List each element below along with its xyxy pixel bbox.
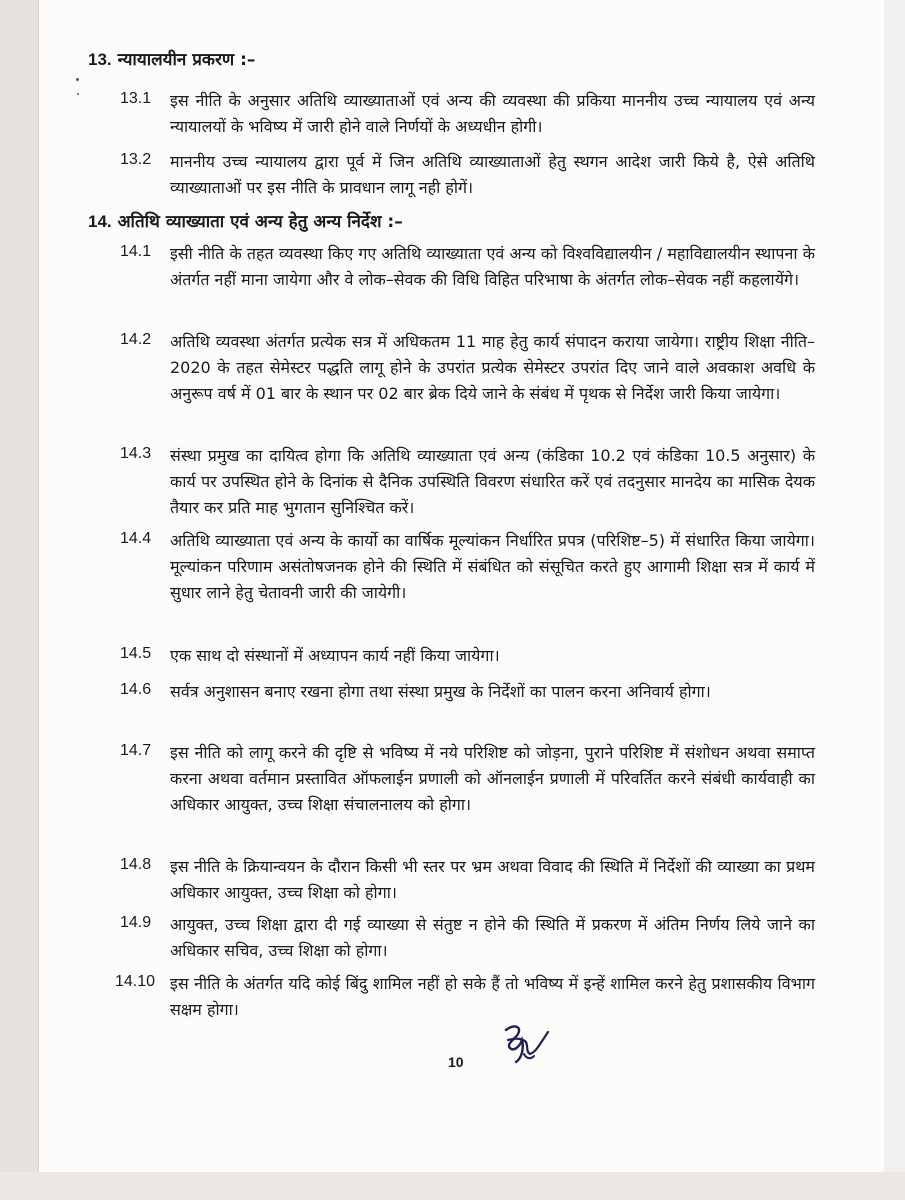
clause-text: आयुक्त, उच्च शिक्षा द्वारा दी गई व्याख्या से संतुष्ट न होने की स्थिति में प्रकरण में अंतिम निर्णय लिये जाने का अधिकार सचिव, उच्च शिक्षा को होगा। [170,915,815,960]
clause-text: अतिथि व्यवस्था अंतर्गत प्रत्येक सत्र में अधिकतम 11 माह हेतु कार्य संपादन कराया जायेगा। राष्ट्रीय शिक्षा नीति–2020 के तहत सेमेस्टर पद्धति लागू होने के उपरांत प्रत्येक सेमेस्टर उपरांत दिए जाने वाले अवकाश अवधि के अनुरूप वर्ष में 01 बार के स्थान पर 02 बार ब्रेक दिये जाने के संबंध में पृथक से निर्देश जारी किया जायेगा। [170,332,815,403]
clause-number: 14.9 [120,914,152,931]
clause-number: 14.1 [120,243,152,260]
clause-number: 13.1 [120,90,152,107]
clause-text: इस नीति के अंतर्गत यदि कोई बिंदु शामिल नहीं हो सके हैं तो भविष्य में इन्हें शामिल करने हेतु प्रशासकीय विभाग सक्षम होगा। [170,974,815,1019]
clause-number: 14.7 [120,742,152,759]
clause-text: एक साथ दो संस्थानों में अध्यापन कार्य नहीं किया जायेगा। [170,646,500,665]
page-number: 10 [448,1054,464,1070]
clause-number: 13.2 [120,151,152,168]
section-13-heading [88,47,255,70]
clause-text: संस्था प्रमुख का दायित्व होगा कि अतिथि व्याख्याता एवं अन्य (कंडिका 10.2 एवं कंडिका 10.5 अनुसार) के कार्य पर उपस्थित होने के दिनांक से दैनिक उपस्थिति विवरण संधारित करें एवं तदनुसार मानदेय का मासिक देयक तैयार कर प्रति माह भुगतान सुनिश्चित करें। [170,446,815,517]
handwritten-signature-icon [496,1018,556,1072]
scan-speck [76,78,79,81]
section-number: 13. [88,50,112,69]
clause-number: 14.4 [120,530,152,547]
page-bottom-shadow [0,1172,905,1200]
section-14-heading [88,209,403,232]
clause-number: 14.3 [120,445,152,462]
section-title: न्यायालयीन प्रकरण :– [117,50,256,70]
clause-number: 14.5 [120,645,152,662]
clause-text: माननीय उच्च न्यायालय द्वारा पूर्व में जिन अतिथि व्याख्याताओं हेतु स्थगन आदेश जारी किये है, ऐसे अतिथि व्याख्याताओं पर इस नीति के प्रावधान लागू नही होगें। [170,152,815,197]
clause-text: इस नीति को लागू करने की दृष्टि से भविष्य में नये परिशिष्ट को जोड़ना, पुराने परिशिष्ट में संशोधन अथवा समाप्त करना अथवा वर्तमान प्रस्तावित ऑफलाईन प्रणाली को ऑनलाईन प्रणाली में परिवर्तित करने संबंधी कार्यवाही का अधिकार आयुक्त, उच्च शिक्षा संचालनालय को होगा। [170,743,815,814]
scan-speck [77,93,79,95]
clause-number: 14.2 [120,331,152,348]
clause-text: अतिथि व्याख्याता एवं अन्य के कार्यो का वार्षिक मूल्यांकन निर्धारित प्रपत्र (परिशिष्ट–5) में संधारित किया जायेगा। मूल्यांकन परिणाम असंतोषजनक होने की स्थिति में संबंधित को संसूचित करते हुए आगामी शिक्षा सत्र में कार्य में सुधार लाने हेतु चेतावनी जारी की जायेगी। [170,531,815,602]
clause-text: सर्वत्र अनुशासन बनाए रखना होगा तथा संस्था प्रमुख के निर्देशों का पालन करना अनिवार्य होगा। [170,682,711,701]
clause-text: इसी नीति के तहत व्यवस्था किए गए अतिथि व्याख्याता एवं अन्य को विश्वविद्यालयीन / महाविद्यालयीन स्थापना के अंतर्गत नहीं माना जायेगा और वे लोक–सेवक की विधि विहित परिभाषा के अंतर्गत लोक–सेवक नहीं कहलायेंगे। [170,244,815,289]
clause-number: 14.10 [115,973,156,990]
clause-text: इस नीति के अनुसार अतिथि व्याख्याताओं एवं अन्य की व्यवस्था की प्रकिया माननीय उच्च न्यायालय एवं अन्य न्यायालयों के भविष्य में जारी होने वाले निर्णयों के अध्यधीन होगी। [170,91,815,136]
clause-number: 14.8 [120,856,152,873]
section-title: अतिथि व्याख्याता एवं अन्य हेतु अन्य निर्देश :– [117,212,403,232]
section-number: 14. [88,212,112,231]
clause-text: इस नीति के क्रियान्वयन के दौरान किसी भी स्तर पर भ्रम अथवा विवाद की स्थिति में निर्देशों की व्याख्या का प्रथम अधिकार आयुक्त, उच्च शिक्षा को होगा। [170,857,815,902]
clause-number: 14.6 [120,681,152,698]
